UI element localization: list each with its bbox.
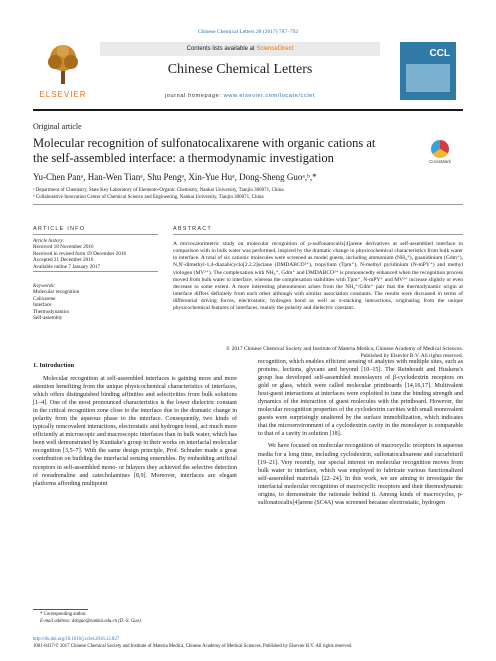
crossmark-label: CrossMark bbox=[429, 159, 451, 164]
keyword-item: Interface bbox=[33, 302, 52, 309]
keywords-list bbox=[33, 283, 163, 321]
history-accepted: Accepted 21 December 2016 bbox=[33, 257, 94, 264]
contents-bar bbox=[100, 42, 380, 56]
body-column-right bbox=[258, 358, 463, 507]
copyright-line-2: Published by Elsevier B.V. All rights reserved. bbox=[360, 353, 463, 360]
history-online: Available online 7 January 2017 bbox=[33, 263, 101, 270]
issn-line: 1001-8417/© 2017 Chinese Chemical Society and Institute of Materia Medica, Chinese Academy of Medical Sciences. Published by Elsevier B.V. All rights reserved. bbox=[33, 644, 353, 649]
affiliation-a: ᵃ Department of Chemistry, State Key Laboratory of Elemento-Organic Chemistry, Nankai University, Tianjin 300071, China bbox=[33, 188, 284, 193]
abstract-heading: ABSTRACT bbox=[173, 226, 212, 232]
article-type: Original article bbox=[33, 122, 82, 131]
paragraph: Molecular recognition at self-assembled interfaces is gaining more and more attention benefiting from the unique physicochemical characteristics of interfaces, which offers distinguished binding affinities and selectivities from bulk solutions [1–4]. One of the most pronounced characteristics is the lower dielectric constant in the critical recognition zone close to the interface due to the dramatic change in polarity from the aqueous phase to the interface. Consequently, two kinds of typically noncovalent interactions, electrostatic and hydrogen bond, act much more efficiently at microscopic and macroscopic interfaces than in bulk water, which has been well demonstrated by Kunitake's group in their works on interfacial molecular recognition [3,5–7]. With the same design principle, Prof. Schrader made a great contribution on building the interfacial sensing ensembles. By embedding artificial receptors in self-assembled mono- or bilayers they achieved the selective detection of noradrenaline and catecholamines [8,9]. Moreover, interfaces are elegant platforms affording multipoint bbox=[33, 376, 237, 487]
tree-icon bbox=[43, 42, 83, 86]
paragraph: We have focused on molecular recognition of macrocyclic receptors in aqueous media for a long time, including cyclodextrin, sulfonatocalixarene and cucurbituril [19–21]. Very recently, our special interest on molecular recognition moves from bulk water to interface, which was employed to fabricate various functionalized self-assembled materials [22–24]. In this work, we are aiming to investigate the interfacial molecular recognition of macrocyclic receptors and their thermodynamic origins, to demonstrate the rationale behind it. Among kinds of macrocycles, p-sulfonatocalix[4]arene (SC4A) was screened because electrostatic, hydrogen bbox=[258, 443, 463, 506]
article-title: Molecular recognition of sulfonatocalixarene with organic cations at the self-assembled interface: a thermodynamic investigation bbox=[33, 136, 376, 165]
keywords-label: Keywords: bbox=[33, 283, 56, 289]
publisher-name: ELSEVIER bbox=[39, 90, 87, 99]
contents-prefix: Contents lists available at bbox=[186, 46, 257, 52]
history-received: Received 18 November 2016 bbox=[33, 244, 94, 251]
crossmark-icon bbox=[431, 140, 449, 158]
introduction-heading: 1. Introduction bbox=[33, 362, 75, 369]
corresponding-author: * Corresponding author. bbox=[40, 612, 87, 617]
footnote-rule bbox=[33, 609, 88, 610]
journal-homepage bbox=[100, 93, 380, 99]
history-label: Article history: bbox=[33, 238, 65, 244]
author-email[interactable]: E-mail address: dshguo@nankai.edu.cn (D.-S. Guo). bbox=[40, 619, 142, 624]
article-info-divider bbox=[33, 234, 158, 235]
cover-logo: CCL bbox=[429, 48, 450, 59]
journal-cover-image bbox=[400, 42, 456, 100]
body-column-left bbox=[33, 375, 237, 488]
elsevier-logo bbox=[33, 40, 93, 104]
sciencedirect-link[interactable]: ScienceDirect bbox=[256, 46, 294, 52]
copyright-line-1: © 2017 Chinese Chemical Society and Institute of Materia Medica, Chinese Academy of Medical Sciences. bbox=[226, 346, 463, 352]
header-divider bbox=[33, 109, 463, 111]
paragraph: recognition, which enables efficient sensing of analytes with multiple sites, such as proteins, lections, glycans and beyond [10–15]. The Reinhoudt and Huskens's group has developed self-assembled monolayers of β-cyclodextrin receptors on gold or glass, which were called molecular printboards [14,16,17]. Multivalent host-guest interactions at interfaces were exploited to tune the binding strength and dynamics of the interaction of guest molecules with the printboard. However, the molecular recognition properties of the cyclodextrin cavities with small monovalent guests were surprisingly unaltered by the surface immobilization, which indicates that the microenvironment of a cyclodextrin cavity in the monolayer is comparable to that of a cavity in solution [18]. bbox=[258, 359, 463, 438]
keyword-item: Molecular recognition bbox=[33, 289, 80, 296]
abstract-divider bbox=[173, 234, 463, 235]
keywords-divider bbox=[33, 271, 158, 272]
homepage-prefix: journal homepage: bbox=[164, 93, 224, 99]
author-list[interactable]: Yu-Chen Panᵃ, Han-Wen Tianᵃ, Shu Pengᵃ, Xin-Yue Huᵃ, Dong-Sheng Guoᵃ,ᵇ,* bbox=[33, 172, 317, 182]
affiliation-b: ᵇ Collaborative Innovation Center of Chemical Science and Engineering, Nankai University, Tianjin 300071, China bbox=[33, 195, 264, 200]
journal-title: Chinese Chemical Letters bbox=[167, 62, 313, 77]
keyword-item: Thermodynamics bbox=[33, 308, 70, 315]
keyword-item: Calixarene bbox=[33, 295, 56, 302]
article-history bbox=[33, 238, 163, 270]
affiliation-divider bbox=[33, 204, 463, 205]
journal-reference[interactable]: Chinese Chemical Letters 28 (2017) 787–792 bbox=[197, 29, 299, 35]
homepage-link[interactable]: www.elsevier.com/locate/cclet bbox=[223, 93, 316, 99]
doi-link[interactable]: http://dx.doi.org/10.1016/j.cclet.2016.12.027 bbox=[33, 637, 120, 642]
article-info-heading: ARTICLE INFO bbox=[33, 226, 86, 232]
keyword-item: Self-assembly bbox=[33, 315, 63, 322]
abstract-text: A microcalorimetric study on molecular recognition of p-sulfonatocalix[4]arene derivatives at self-assembled interface in comparison with in bulk water was performed, inspired by the dramatic change in physicochemical characteristics from bulk water to interface. A total of six cationic molecules were screened as model guests, including ammonium (NH₄⁺), guanidinium (Gdm⁺), N,N'-dimethyl-1,4-diazabicyclo[2.2.2]octane (DMDABCO²⁺), tropylium (Tpm⁺), N-methyl pyridinium (N-mPY⁺) and methyl viologen (MV²⁺). The complexation with NH₄⁺, Gdm⁺ and DMDABCO²⁺ is pronouncedly enhanced when the recognition process moved from bulk water to interface, whereas the complexation stabilities with Tpm⁺, N-mPY⁺ and MV²⁺ increase slightly or even decrease to some extent. A more interesting phenomenon arises from the NH₄⁺/Gdm⁺ pair that the thermodynamic origin at interface differs definitely from each other although with similar association constants. The results were discussed in terms of differential driving forces, electrostatic, hydrogen bond as well as π-stacking interactions, originating from the unique physicochemical features of interfaces, mainly the polarity and dielectric constant. bbox=[173, 241, 463, 312]
cover-artwork bbox=[406, 64, 450, 92]
crossmark-badge[interactable] bbox=[420, 140, 460, 164]
history-revised: Received in revised form 19 December 2016 bbox=[33, 250, 127, 257]
